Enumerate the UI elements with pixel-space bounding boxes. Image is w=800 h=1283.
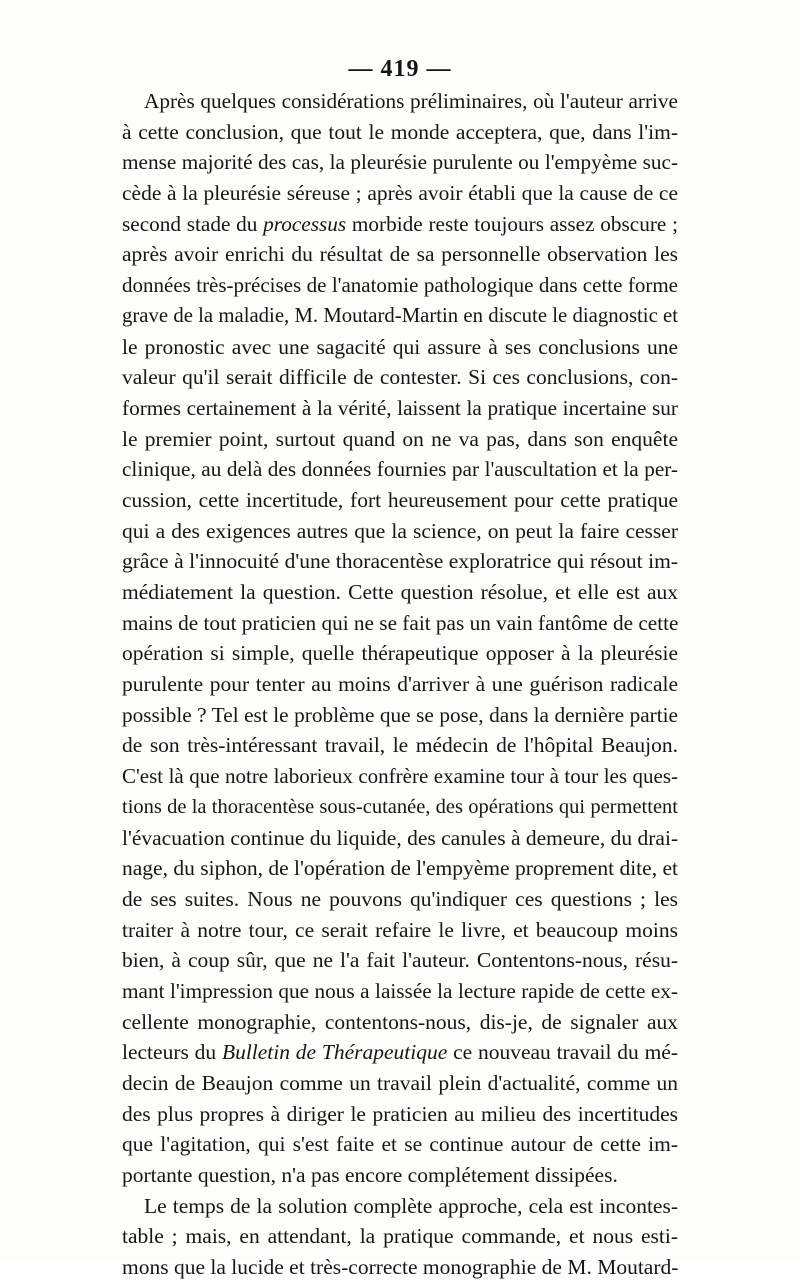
- text-line: nage, du siphon, de l'opération de l'empyème proprement dite, et: [122, 856, 678, 881]
- text-line: possible ? Tel est le problème que se pose, dans la dernière partie: [122, 702, 678, 727]
- text-line: formes certainement à la vérité, laissent la pratique incertaine sur: [122, 395, 678, 420]
- text-segment: ce nouveau travail du mé-: [447, 1040, 678, 1065]
- text-line: médiatement la question. Cette question résolue, et elle est aux: [122, 580, 678, 604]
- text-line: traiter à notre tour, ce serait refaire le livre, et beaucoup moins: [122, 917, 678, 942]
- text-line: qui a des exigences autres que la science, on peut la faire cesser: [122, 518, 678, 543]
- text-line: cussion, cette incertitude, fort heureusement pour cette pratique: [122, 487, 678, 512]
- text-line: C'est là que notre laborieux confrère examine tour à tour les ques-: [122, 764, 678, 789]
- text-line: Après quelques considérations préliminaires, où l'auteur arrive: [144, 89, 678, 113]
- body-text: [122, 86, 678, 1283]
- text-segment: lecteurs du: [122, 1040, 222, 1065]
- text-line: Le temps de la solution complète approche, cela est incontes-: [144, 1193, 678, 1218]
- text-line: des plus propres à diriger le praticien au milieu des incertitudes: [122, 1101, 678, 1126]
- text-line: mons que la lucide et très-correcte monographie de M. Moutard-: [122, 1255, 679, 1280]
- text-line: à cette conclusion, que tout le monde acceptera, que, dans l'im-: [122, 119, 678, 144]
- text-line: que l'agitation, qui s'est faite et se continue autour de cette im-: [122, 1132, 678, 1157]
- italic-text-segment: processus: [263, 211, 347, 236]
- text-line: de ses suites. Nous ne pouvons qu'indiquer ces questions ; les: [122, 886, 678, 911]
- page-number: — 419 —: [348, 56, 452, 82]
- text-line: [122, 1037, 678, 1068]
- text-segment: second stade du: [122, 211, 264, 236]
- text-line: l'évacuation continue du liquide, des canules à demeure, du drai-: [122, 825, 679, 850]
- text-line: cède à la pleurésie séreuse ; après avoir établi que la cause de ce: [122, 181, 678, 206]
- text-segment: morbide reste toujours assez obscure ;: [346, 211, 678, 236]
- text-line: données très-précises de l'anatomie pathologique dans cette forme: [122, 273, 678, 298]
- text-line: purulente pour tenter au moins d'arriver à une guérison radicale: [122, 672, 678, 697]
- text-line: decin de Beaujon comme un travail plein d'actualité, comme un: [122, 1071, 678, 1095]
- text-line: grave de la maladie, M. Moutard-Martin en discute le diagnostic et: [122, 304, 678, 327]
- text-line: le pronostic avec une sagacité qui assure à ses conclusions une: [122, 334, 678, 359]
- text-line: [122, 209, 678, 240]
- text-line: le premier point, surtout quand on ne va pas, dans son enquête: [122, 426, 678, 451]
- text-line: valeur qu'il serait difficile de contester. Si ces conclusions, con-: [122, 365, 678, 390]
- text-line: mense majorité des cas, la pleurésie purulente ou l'empyème suc-: [122, 150, 678, 175]
- text-line: table ; mais, en attendant, la pratique commande, et nous esti-: [122, 1224, 678, 1249]
- text-line: mant l'impression que nous a laissée la lecture rapide de cette ex-: [122, 978, 678, 1003]
- text-line: de son très-intéressant travail, le médecin de l'hôpital Beaujon.: [122, 733, 678, 758]
- text-line: mains de tout praticien qui ne se fait pas un vain fantôme de cette: [122, 610, 679, 635]
- text-line: grâce à l'innocuité d'une thoracentèse exploratrice qui résout im-: [122, 549, 678, 574]
- text-line: opération si simple, quelle thérapeutique opposer à la pleurésie: [122, 641, 678, 666]
- text-line: clinique, au delà des données fournies par l'auscultation et la per-: [122, 457, 678, 482]
- text-line: tions de la thoracentèse sous-cutanée, des opérations qui permettent: [122, 795, 678, 818]
- text-line: après avoir enrichi du résultat de sa personnelle observation les: [122, 242, 678, 267]
- text-line: portante question, n'a pas encore complétement dissipées.: [122, 1163, 618, 1188]
- text-line: cellente monographie, contentons-nous, dis-je, de signaler aux: [122, 1009, 678, 1034]
- text-line: bien, à coup sûr, que ne l'a fait l'auteur. Contentons-nous, résu-: [122, 948, 678, 973]
- italic-text-segment: Bulletin de Thérapeutique: [221, 1040, 448, 1065]
